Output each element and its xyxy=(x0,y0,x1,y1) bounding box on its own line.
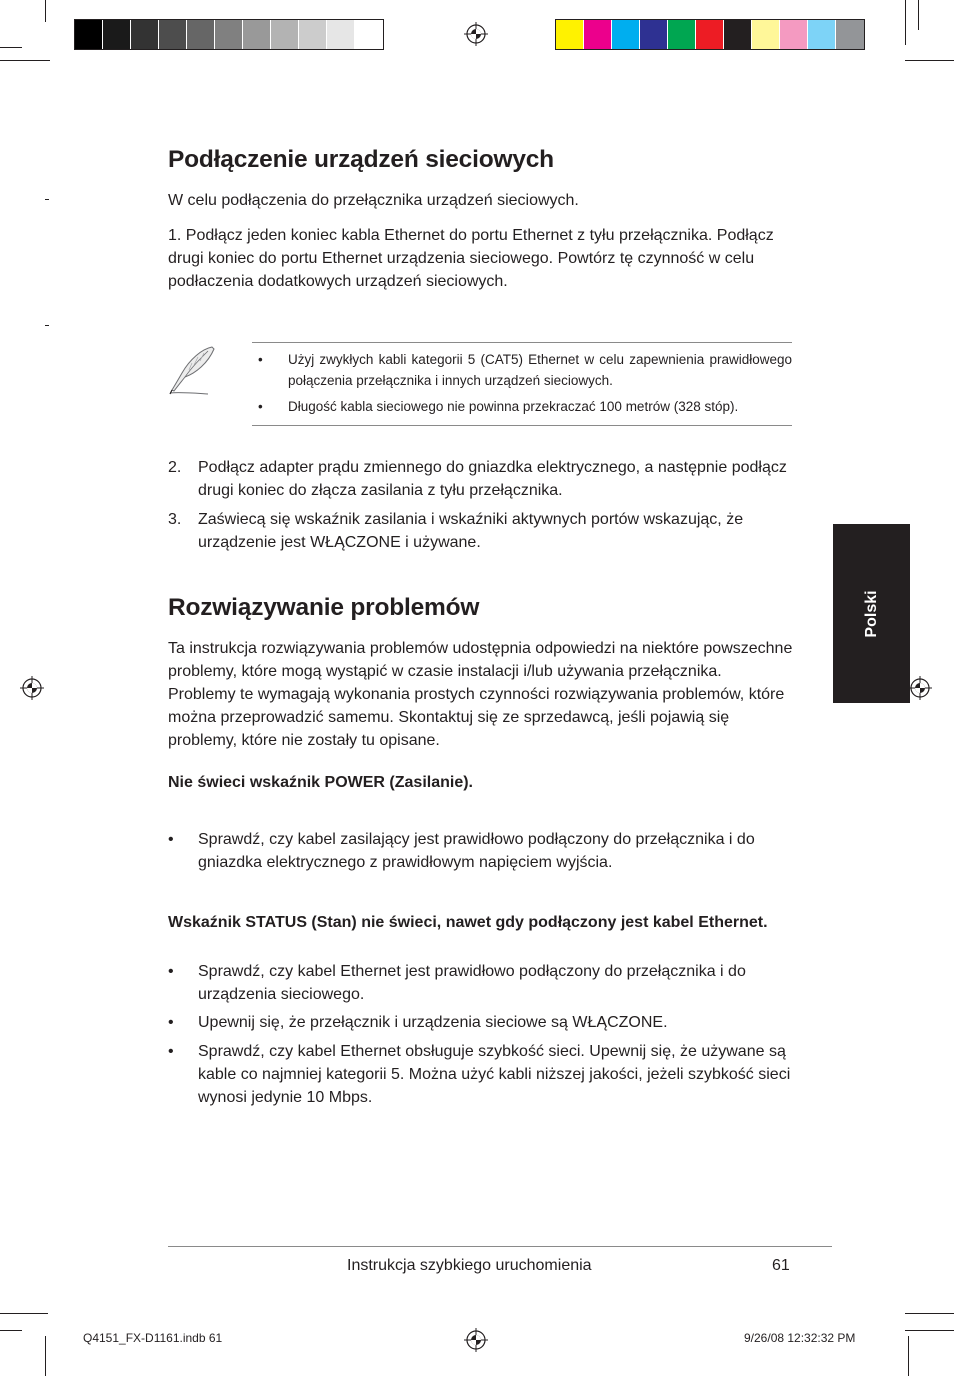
crop-mark xyxy=(905,1313,954,1314)
footer-title: Instrukcja szybkiego uruchomienia xyxy=(347,1257,592,1274)
color-swatch xyxy=(271,20,299,49)
grayscale-bar xyxy=(74,19,384,50)
color-swatch xyxy=(299,20,327,49)
color-swatch xyxy=(752,20,780,49)
bullet-item xyxy=(168,1011,793,1034)
step-item xyxy=(168,508,793,554)
bullet: • xyxy=(258,399,263,414)
crop-mark xyxy=(45,325,49,326)
color-swatch xyxy=(836,20,864,49)
language-tab xyxy=(833,524,910,703)
color-swatch xyxy=(556,20,584,49)
crop-mark xyxy=(905,60,954,61)
bullet-item xyxy=(168,960,793,1006)
bullet: • xyxy=(168,963,174,980)
crop-mark xyxy=(0,1313,48,1314)
color-bar xyxy=(555,19,865,50)
step-item xyxy=(168,456,793,502)
note-bottom-rule xyxy=(252,425,792,426)
step-number: 2. xyxy=(168,459,182,476)
color-swatch xyxy=(808,20,836,49)
note-top-rule xyxy=(252,342,792,343)
slug-file: Q4151_FX-D1161.indb 61 xyxy=(83,1331,223,1345)
footer-rule xyxy=(168,1246,832,1247)
bullet: • xyxy=(168,1014,174,1031)
bullet: • xyxy=(168,831,174,848)
note-text: Użyj zwykłych kabli kategorii 5 (CAT5) Ethernet w celu zapewnienia prawidłowego połączenia przełącznika i innych urządzeń sieciowych. xyxy=(288,352,792,388)
note-item xyxy=(252,349,792,391)
color-swatch xyxy=(355,20,383,49)
crop-mark xyxy=(45,0,46,22)
pen-note-icon xyxy=(164,343,220,397)
crop-mark xyxy=(908,1336,909,1376)
color-swatch xyxy=(612,20,640,49)
color-swatch xyxy=(780,20,808,49)
registration-mark-icon xyxy=(20,676,44,700)
section-title-troubleshooting: Rozwiązywanie problemów xyxy=(168,594,480,621)
language-tab-label: Polski xyxy=(862,589,880,638)
color-swatch xyxy=(159,20,187,49)
section-title-connecting: Podłączenie urządzeń sieciowych xyxy=(168,146,554,173)
page-number: 61 xyxy=(772,1257,790,1274)
bullet-text: Sprawdź, czy kabel Ethernet obsługuje szybkość sieci. Upewnij się, że używane są kable co najmniej kategorii 5. Można użyć kabli niższej jakości, jeżeli szybkość sieci wynosi jedynie 10 Mbps. xyxy=(198,1043,791,1106)
color-swatch xyxy=(131,20,159,49)
step-text: Zaświecą się wskaźnik zasilania i wskaźniki aktywnych portów wskazując, że urządzenie jest WŁĄCZONE i używane. xyxy=(198,511,744,551)
bullet: • xyxy=(258,352,263,367)
crop-mark xyxy=(45,199,49,200)
crop-mark xyxy=(45,1336,46,1376)
registration-mark-icon xyxy=(464,22,488,46)
color-swatch xyxy=(584,20,612,49)
bullet-item xyxy=(168,828,793,874)
bullet: • xyxy=(168,1043,174,1060)
color-swatch xyxy=(75,20,103,49)
color-swatch xyxy=(243,20,271,49)
bullet-item xyxy=(168,1040,793,1109)
section-intro: W celu podłączenia do przełącznika urządzeń sieciowych. xyxy=(168,192,579,209)
bullet-text: Sprawdź, czy kabel Ethernet jest prawidłowo podłączony do przełącznika i do urządzenia sieciowego. xyxy=(198,963,746,1003)
registration-mark-icon xyxy=(464,1328,488,1352)
color-swatch xyxy=(640,20,668,49)
problem-heading: Nie świeci wskaźnik POWER (Zasilanie). xyxy=(168,774,473,791)
color-swatch xyxy=(696,20,724,49)
color-swatch xyxy=(215,20,243,49)
color-swatch xyxy=(187,20,215,49)
crop-mark xyxy=(0,1330,22,1331)
step-number: 3. xyxy=(168,511,182,528)
crop-mark xyxy=(905,0,906,45)
crop-mark xyxy=(905,1330,954,1331)
color-swatch xyxy=(103,20,131,49)
crop-mark xyxy=(0,60,50,61)
crop-mark xyxy=(918,0,919,30)
step-1-text: 1. Podłącz jeden koniec kabla Ethernet do portu Ethernet z tyłu przełącznika. Podłącz drugi koniec do portu Ethernet urządzenia sieciowego. Powtórz tę czynność w celu podłaczenia dodatkowych urządzeń sieciowych. xyxy=(168,227,774,290)
slug-date: 9/26/08 12:32:32 PM xyxy=(744,1331,856,1345)
troubleshooting-intro: Ta instrukcja rozwiązywania problemów udostępnia odpowiedzi na niektóre powszechne problemy, które mogą wystąpić w czasie instalacji i/lub używania przełącznika. Problemy te wymagają wykonania prostych czynności rozwiązywania problemów, które można przeprowadzić samemu. Skontaktuj się ze sprzedawcą, jeśli pojawią się problemy, które nie zostały tu opisane. xyxy=(168,640,793,749)
color-swatch xyxy=(724,20,752,49)
note-text: Długość kabla sieciowego nie powinna przekraczać 100 metrów (328 stóp). xyxy=(288,399,739,414)
problem-heading: Wskaźnik STATUS (Stan) nie świeci, nawet gdy podłączony jest kabel Ethernet. xyxy=(168,914,768,931)
registration-mark-icon xyxy=(908,676,932,700)
crop-mark xyxy=(0,47,22,48)
color-swatch xyxy=(668,20,696,49)
bullet-text: Upewnij się, że przełącznik i urządzenia sieciowe są WŁĄCZONE. xyxy=(198,1014,668,1031)
step-text: Podłącz adapter prądu zmiennego do gniazdka elektrycznego, a następnie podłącz drugi koniec do złącza zasilania z tyłu przełącznika. xyxy=(198,459,787,499)
bullet-text: Sprawdź, czy kabel zasilający jest prawidłowo podłączony do przełącznika i do gniazdka elektrycznego z prawidłowym napięciem wyjścia. xyxy=(198,831,755,871)
color-swatch xyxy=(327,20,355,49)
note-item xyxy=(252,396,792,417)
